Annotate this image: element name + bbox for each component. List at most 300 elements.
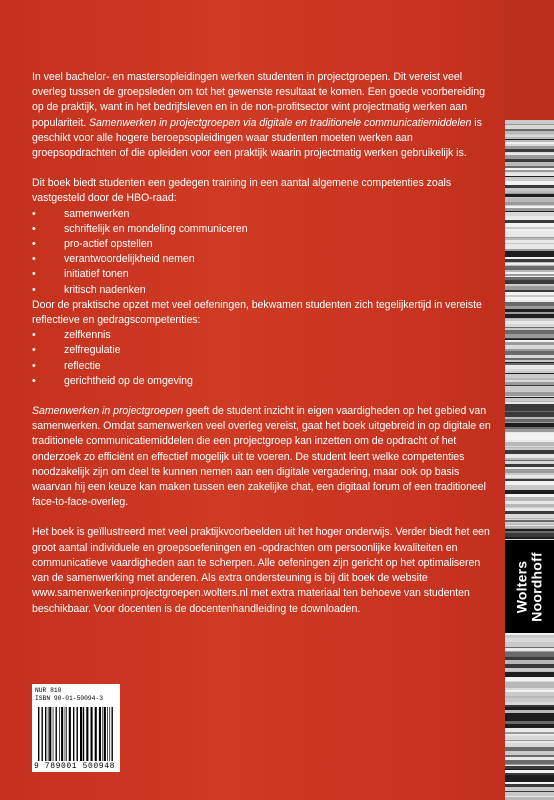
spine-stripe (505, 266, 554, 270)
spine-stripe (505, 300, 554, 302)
competencies-lead: Dit boek biedt studenten een gedegen training in een aantal algemene competenties zoals vastgesteld door de HBO-raad: (32, 177, 452, 205)
spine-stripe (505, 423, 554, 427)
spine-stripe (505, 519, 554, 520)
spine-stripe (505, 328, 554, 330)
spine-stripe (505, 144, 554, 146)
spine-stripe (505, 396, 554, 397)
nur-code: NUR 810 (35, 687, 62, 694)
barcode-label (32, 684, 120, 772)
spine-stripe (505, 198, 554, 202)
spine-stripe (505, 231, 554, 235)
spine-stripe (505, 247, 554, 249)
spine-stripe (505, 657, 554, 660)
spine-stripe (505, 750, 554, 751)
spine-stripe (505, 456, 554, 458)
spine-stripe (505, 120, 554, 124)
ean-number: 9 789001 500948 (34, 762, 116, 771)
barcode-bar (107, 707, 108, 761)
spine-stripe (505, 469, 554, 473)
spine-stripe (505, 755, 554, 757)
spine-stripe (505, 173, 554, 176)
list-item: • samenwerken (32, 207, 498, 222)
spine-stripe (505, 705, 554, 707)
publisher-wordmark: Wolters Noordhoff (513, 551, 545, 622)
spine-stripe (505, 380, 554, 382)
spine-stripe (505, 402, 554, 404)
spine-stripe (505, 140, 554, 142)
spine-stripe (505, 397, 554, 398)
barcode-bar (66, 707, 67, 761)
spine-stripe (505, 162, 554, 166)
spine-stripe (505, 494, 554, 497)
spine-stripe (505, 149, 554, 152)
spine-stripe (505, 327, 554, 328)
list-item: • pro-actief opstellen (32, 237, 498, 252)
barcode-bar (49, 707, 51, 761)
spine-stripe (505, 792, 554, 796)
spine-stripe (505, 155, 554, 159)
spine-stripe (505, 318, 554, 319)
spine-stripe (505, 211, 554, 212)
spine-stripe (505, 153, 554, 155)
spine-stripe (505, 475, 554, 478)
spine-stripe (505, 433, 554, 435)
spine-stripe (505, 473, 554, 475)
spine-stripe (505, 401, 554, 402)
spine-stripe (505, 277, 554, 280)
spine-stripe (505, 274, 554, 276)
barcode-bar (59, 707, 60, 761)
spine-stripe (505, 131, 554, 134)
spine-stripe (505, 467, 554, 469)
spine-stripe (505, 312, 554, 314)
spine-stripe (505, 770, 554, 773)
spine-stripe (505, 321, 554, 324)
spine-stripe (505, 736, 554, 738)
spine-stripe (505, 146, 554, 149)
spine-stripe (505, 751, 554, 755)
spine-stripe (505, 497, 554, 501)
spine-stripe (505, 286, 554, 290)
spine-stripe (505, 342, 554, 345)
spine-stripe (505, 371, 554, 373)
spine-stripe (505, 226, 554, 227)
barcode-bar (65, 707, 66, 761)
spine-stripe (505, 778, 554, 782)
spine-stripe (505, 360, 554, 362)
spine-stripe (505, 270, 554, 272)
spine-stripe (505, 382, 554, 385)
barcode-bar (99, 707, 101, 761)
spine-stripe (505, 152, 554, 153)
spine-stripe (505, 743, 554, 746)
barcode-bar (53, 707, 54, 761)
spine-stripe (505, 671, 554, 672)
spine-stripe (505, 507, 554, 508)
spine-stripe (505, 255, 554, 257)
spine-stripe (505, 782, 554, 784)
barcode-bar (91, 707, 93, 761)
spine-stripe (505, 461, 554, 464)
spine-stripe (505, 176, 554, 177)
spine-stripe (505, 339, 554, 340)
spine-stripe (505, 244, 554, 247)
summary-paragraph: Samenwerken in projectgroepen geeft de student inzicht in eigen vaardigheden op het gebied van samenwerken. Omdat samenwerken veel overleg vereist, gaat het boek uitgebreid in op digitale en traditionele communicatiemiddelen die een projectgroep kan inzetten om de opdracht of het onderzoek zo efficiënt en effectief mogelijk uit te voeren. De student leert welke competenties noodzakelijk zijn om deel te kunnen nemen aan een digitale vergadering, maar ook op basis waarvan hij een keuze kan maken tussen een zakelijke chat, een digitaal forum of een traditioneel face-to-face-overleg. (32, 405, 491, 509)
spine-stripe (505, 438, 554, 440)
spine-stripe (505, 177, 554, 181)
spine-stripe (505, 369, 554, 371)
spine-stripe (505, 508, 554, 511)
spine-stripe (505, 435, 554, 438)
spine-stripe (505, 524, 554, 525)
spine-stripe (505, 652, 554, 653)
barcode-bar (42, 707, 43, 761)
spine-stripe (505, 677, 554, 681)
spine-stripe (505, 220, 554, 223)
spine-stripe (505, 518, 554, 519)
spine-stripe (505, 490, 554, 494)
spine-stripe (505, 142, 554, 143)
spine-stripe (505, 681, 554, 682)
spine-stripe (505, 446, 554, 447)
publisher-logo (505, 540, 554, 633)
spine-stripe (505, 362, 554, 363)
spine-stripe (505, 264, 554, 265)
barcode-bar (56, 707, 57, 761)
spine-stripe (505, 373, 554, 374)
spine-stripe (505, 447, 554, 448)
spine-stripe (505, 741, 554, 743)
spine-stripe (505, 216, 554, 220)
spine-stripe (505, 648, 554, 651)
spine-stripe (505, 257, 554, 259)
spine-stripe (505, 696, 554, 698)
list-item: • gerichtheid op de omgeving (32, 374, 498, 389)
spine-stripe (505, 319, 554, 321)
spine-stripe (505, 707, 554, 710)
spine-stripe (505, 419, 554, 422)
spine-stripe (505, 334, 554, 338)
spine-stripe (505, 185, 554, 188)
barcode-bar (112, 707, 113, 761)
spine-stripe (505, 784, 554, 787)
spine-stripe (505, 531, 554, 533)
spine-stripe (505, 522, 554, 524)
spine-stripe (505, 168, 554, 170)
spine-stripe (505, 422, 554, 423)
spine-stripe (505, 429, 554, 432)
spine-strip (505, 0, 554, 800)
spine-stripe (505, 635, 554, 638)
barcode-bar (102, 707, 103, 761)
spine-stripe (505, 520, 554, 522)
barcode-bars (38, 707, 114, 761)
competencies-list (32, 207, 498, 298)
spine-stripe (505, 228, 554, 229)
spine-stripe (505, 787, 554, 791)
spine-stripe (505, 643, 554, 647)
spine-stripe (505, 501, 554, 504)
spine-stripe (505, 746, 554, 747)
spine-stripe (505, 528, 554, 529)
spine-stripe (505, 159, 554, 162)
spine-stripe (505, 724, 554, 728)
spine-stripe (505, 297, 554, 300)
spine-stripe (505, 454, 554, 456)
spine-stripe (505, 306, 554, 309)
reflective-list (32, 328, 498, 389)
blurb-text (32, 70, 498, 617)
spine-stripe (505, 181, 554, 185)
spine-stripe (505, 223, 554, 226)
spine-stripe (505, 340, 554, 342)
spine-stripe (505, 404, 554, 408)
spine-stripe (505, 229, 554, 231)
spine-stripe (505, 760, 554, 764)
spine-stripe (505, 139, 554, 140)
spine-stripe (505, 747, 554, 748)
list-item: • zelfkennis (32, 328, 498, 343)
spine-stripe (505, 363, 554, 365)
spine-stripe (505, 276, 554, 277)
spine-stripe (505, 427, 554, 429)
spine-stripe (505, 713, 554, 717)
spine-stripe (505, 450, 554, 454)
spine-stripe (505, 292, 554, 295)
spine-stripe (505, 249, 554, 251)
spine-stripe (505, 385, 554, 386)
spine-stripe (505, 734, 554, 736)
spine-stripe (505, 191, 554, 193)
spine-stripe (505, 290, 554, 292)
barcode-bar (77, 707, 78, 761)
spine-stripe (505, 464, 554, 467)
spine-stripe (505, 660, 554, 664)
spine-stripe (505, 227, 554, 228)
spine-stripe (505, 460, 554, 461)
spine-stripe (505, 653, 554, 657)
spine-stripe (505, 773, 554, 775)
barcode-bar (45, 707, 46, 761)
spine-stripe (505, 765, 554, 766)
spine-stripe (505, 682, 554, 685)
spine-stripe (505, 702, 554, 705)
spine-stripe (505, 345, 554, 349)
spine-stripe (505, 135, 554, 137)
spine-stripe (505, 739, 554, 740)
barcode-bar (83, 707, 84, 761)
spine-stripe (505, 134, 554, 135)
spine-stripe (505, 769, 554, 770)
spine-stripe (505, 390, 554, 392)
spine-stripe (505, 448, 554, 450)
spine-stripe (505, 262, 554, 263)
list-item: • kritisch nadenken (32, 283, 498, 298)
spine-stripe (505, 166, 554, 168)
list-item: • verantwoordelijkheid nemen (32, 252, 498, 267)
spine-stripe (505, 408, 554, 411)
spine-stripe (505, 685, 554, 688)
spine-stripe (505, 692, 554, 696)
barcode-bar (109, 707, 110, 761)
spine-stripe (505, 124, 554, 125)
spine-stripe (505, 511, 554, 514)
spine-stripe (505, 651, 554, 652)
spine-stripe (505, 764, 554, 765)
spine-stripe (505, 309, 554, 312)
spine-stripe (505, 479, 554, 481)
spine-stripe (505, 775, 554, 778)
spine-stripe (505, 442, 554, 446)
spine-stripe (505, 717, 554, 721)
spine-stripe (505, 412, 554, 413)
spine-stripe (505, 529, 554, 531)
spine-stripe (505, 527, 554, 528)
spine-stripe (505, 237, 554, 238)
spine-stripe (505, 638, 554, 642)
barcode-bar (104, 707, 106, 761)
spine-stripe (505, 432, 554, 433)
barcode-bar (73, 707, 74, 761)
barcode-bar (69, 707, 71, 761)
spine-stripe (505, 265, 554, 266)
spine-stripe (505, 417, 554, 419)
spine-stripe (505, 330, 554, 334)
spine-stripe (505, 514, 554, 518)
spine-stripe (505, 365, 554, 369)
barcode-bar (86, 707, 88, 761)
spine-stripe (505, 143, 554, 144)
spine-stripe (505, 188, 554, 191)
spine-stripe (505, 193, 554, 194)
spine-stripe (505, 664, 554, 668)
spine-stripe (505, 314, 554, 318)
spine-stripe (505, 239, 554, 240)
spine-stripe (505, 668, 554, 671)
barcode-bar (48, 707, 49, 761)
spine-stripe (505, 259, 554, 262)
spine-stripe (505, 170, 554, 172)
barcode-bar (95, 707, 97, 761)
spine-stripe (505, 355, 554, 356)
spine-stripe (505, 349, 554, 351)
spine-stripe (505, 674, 554, 677)
spine-stripe (505, 125, 554, 129)
spine-stripe (505, 284, 554, 286)
barcode-bar (38, 707, 39, 761)
spine-stripe (505, 129, 554, 131)
spine-stripe (505, 351, 554, 355)
spine-stripe (505, 478, 554, 479)
spine-stripe (505, 728, 554, 732)
spine-stripe (505, 757, 554, 760)
spine-stripe (505, 796, 554, 797)
spine-stripe (505, 458, 554, 460)
spine-stripe (505, 172, 554, 173)
spine-stripe (505, 324, 554, 327)
spine-stripe (505, 481, 554, 485)
spine-stripe (505, 526, 554, 527)
spine-stripe (505, 280, 554, 284)
barcode-bar (61, 707, 63, 761)
spine-stripe (505, 238, 554, 239)
spine-stripe (505, 194, 554, 197)
spine-stripe (505, 243, 554, 244)
spine-stripe (505, 398, 554, 401)
spine-top (505, 0, 554, 120)
spine-stripe (505, 690, 554, 692)
list-item: • initiatief tonen (32, 267, 498, 282)
spine-stripe (505, 358, 554, 360)
spine-stripe (505, 272, 554, 274)
spine-stripe (505, 672, 554, 674)
spine-stripe (505, 688, 554, 690)
spine-stripe (505, 205, 554, 206)
reflective-lead: Door de praktische opzet met veel oefeningen, bekwamen studenten zich tegelijkertijd in vereiste reflectieve en gedragscompetenties: (32, 298, 482, 327)
spine-stripe (505, 710, 554, 713)
spine-stripe (505, 740, 554, 741)
spine-stripe (505, 413, 554, 417)
spine-stripe (505, 240, 554, 243)
spine-stripe (505, 302, 554, 306)
spine-stripe (505, 338, 554, 339)
spine-stripe (505, 525, 554, 526)
list-item: • reflectie (32, 359, 498, 374)
spine-stripe (505, 738, 554, 739)
spine-stripe (505, 392, 554, 396)
spine-stripe (505, 235, 554, 237)
spine-stripe (505, 411, 554, 412)
book-title-italic: Samenwerken in projectgroepen via digitale en traditionele communicatiemiddelen (89, 116, 472, 129)
spine-stripe (505, 766, 554, 769)
spine-stripe (505, 197, 554, 198)
spine-stripe (505, 791, 554, 792)
isbn-number: ISBN 90-01-50094-3 (35, 695, 104, 702)
spine-stripe (505, 251, 554, 255)
spine-stripe (505, 356, 554, 358)
list-item: • zelfregulatie (32, 343, 498, 358)
spine-stripe (505, 263, 554, 264)
barcode-bar (80, 707, 82, 761)
spine-stripe (505, 748, 554, 750)
spine-stripe (505, 212, 554, 216)
spine-stripe (505, 485, 554, 486)
spine-stripe (505, 208, 554, 211)
closing-paragraph: Het boek is geïllustreerd met veel praktijkvoorbeelden uit het hoger onderwijs. Verder biedt het een groot aantal individuele en groepsoefeningen en -opdrachten om persoonlijke kwaliteiten en communicatieve vaardigheden aan te scherpen. Alle oefeningen zijn gericht op het optimaliseren van de samenwerking met anderen. Als extra ondersteuning is bij dit boek de website www.samenwerkeninprojectgroepen.wolters.nl met extra materiaal ten behoeve van studenten beschikbaar. Voor docenten is de docentenhandleiding te downloaden. (32, 526, 490, 615)
spine-stripe (505, 386, 554, 390)
spine-stripe (505, 732, 554, 734)
spine-stripe (505, 486, 554, 490)
spine-stripe (505, 721, 554, 724)
spine-stripe (505, 295, 554, 297)
spine-stripe (505, 374, 554, 378)
intro-paragraph: In veel bachelor- en mastersopleidingen werken studenten in projectgroepen. Dit vereist veel overleg tussen de groepsleden om tot het gewenste resultaat te komen. Een goede voorbereiding op de praktijk, want in het bedrijfsleven en in de non-profitsector wint projectmatig werken aan populariteit. Samenwerken in projectgroepen via digitale en traditionele communicatiemiddelen is geschikt voor alle hogere beroepsopleidingen waar studenten moeten werken aan groepsopdrachten of die opleiden voor een praktijk waarin projectmatig werken gebruikelijk is. (32, 71, 485, 160)
spine-stripe (505, 698, 554, 702)
book-title-italic: Samenwerken in projectgroepen (32, 405, 184, 418)
spine-stripe (505, 642, 554, 643)
spine-stripe (505, 202, 554, 205)
spine-stripe (505, 137, 554, 139)
spine-stripe (505, 647, 554, 648)
list-item: • schriftelijk en mondeling communiceren (32, 222, 498, 237)
spine-stripe (505, 504, 554, 507)
spine-stripe (505, 537, 554, 539)
spine-stripe (505, 206, 554, 208)
spine-stripe (505, 533, 554, 537)
spine-stripe (505, 440, 554, 442)
spine-stripe (505, 378, 554, 380)
spine-stripes (505, 120, 554, 800)
